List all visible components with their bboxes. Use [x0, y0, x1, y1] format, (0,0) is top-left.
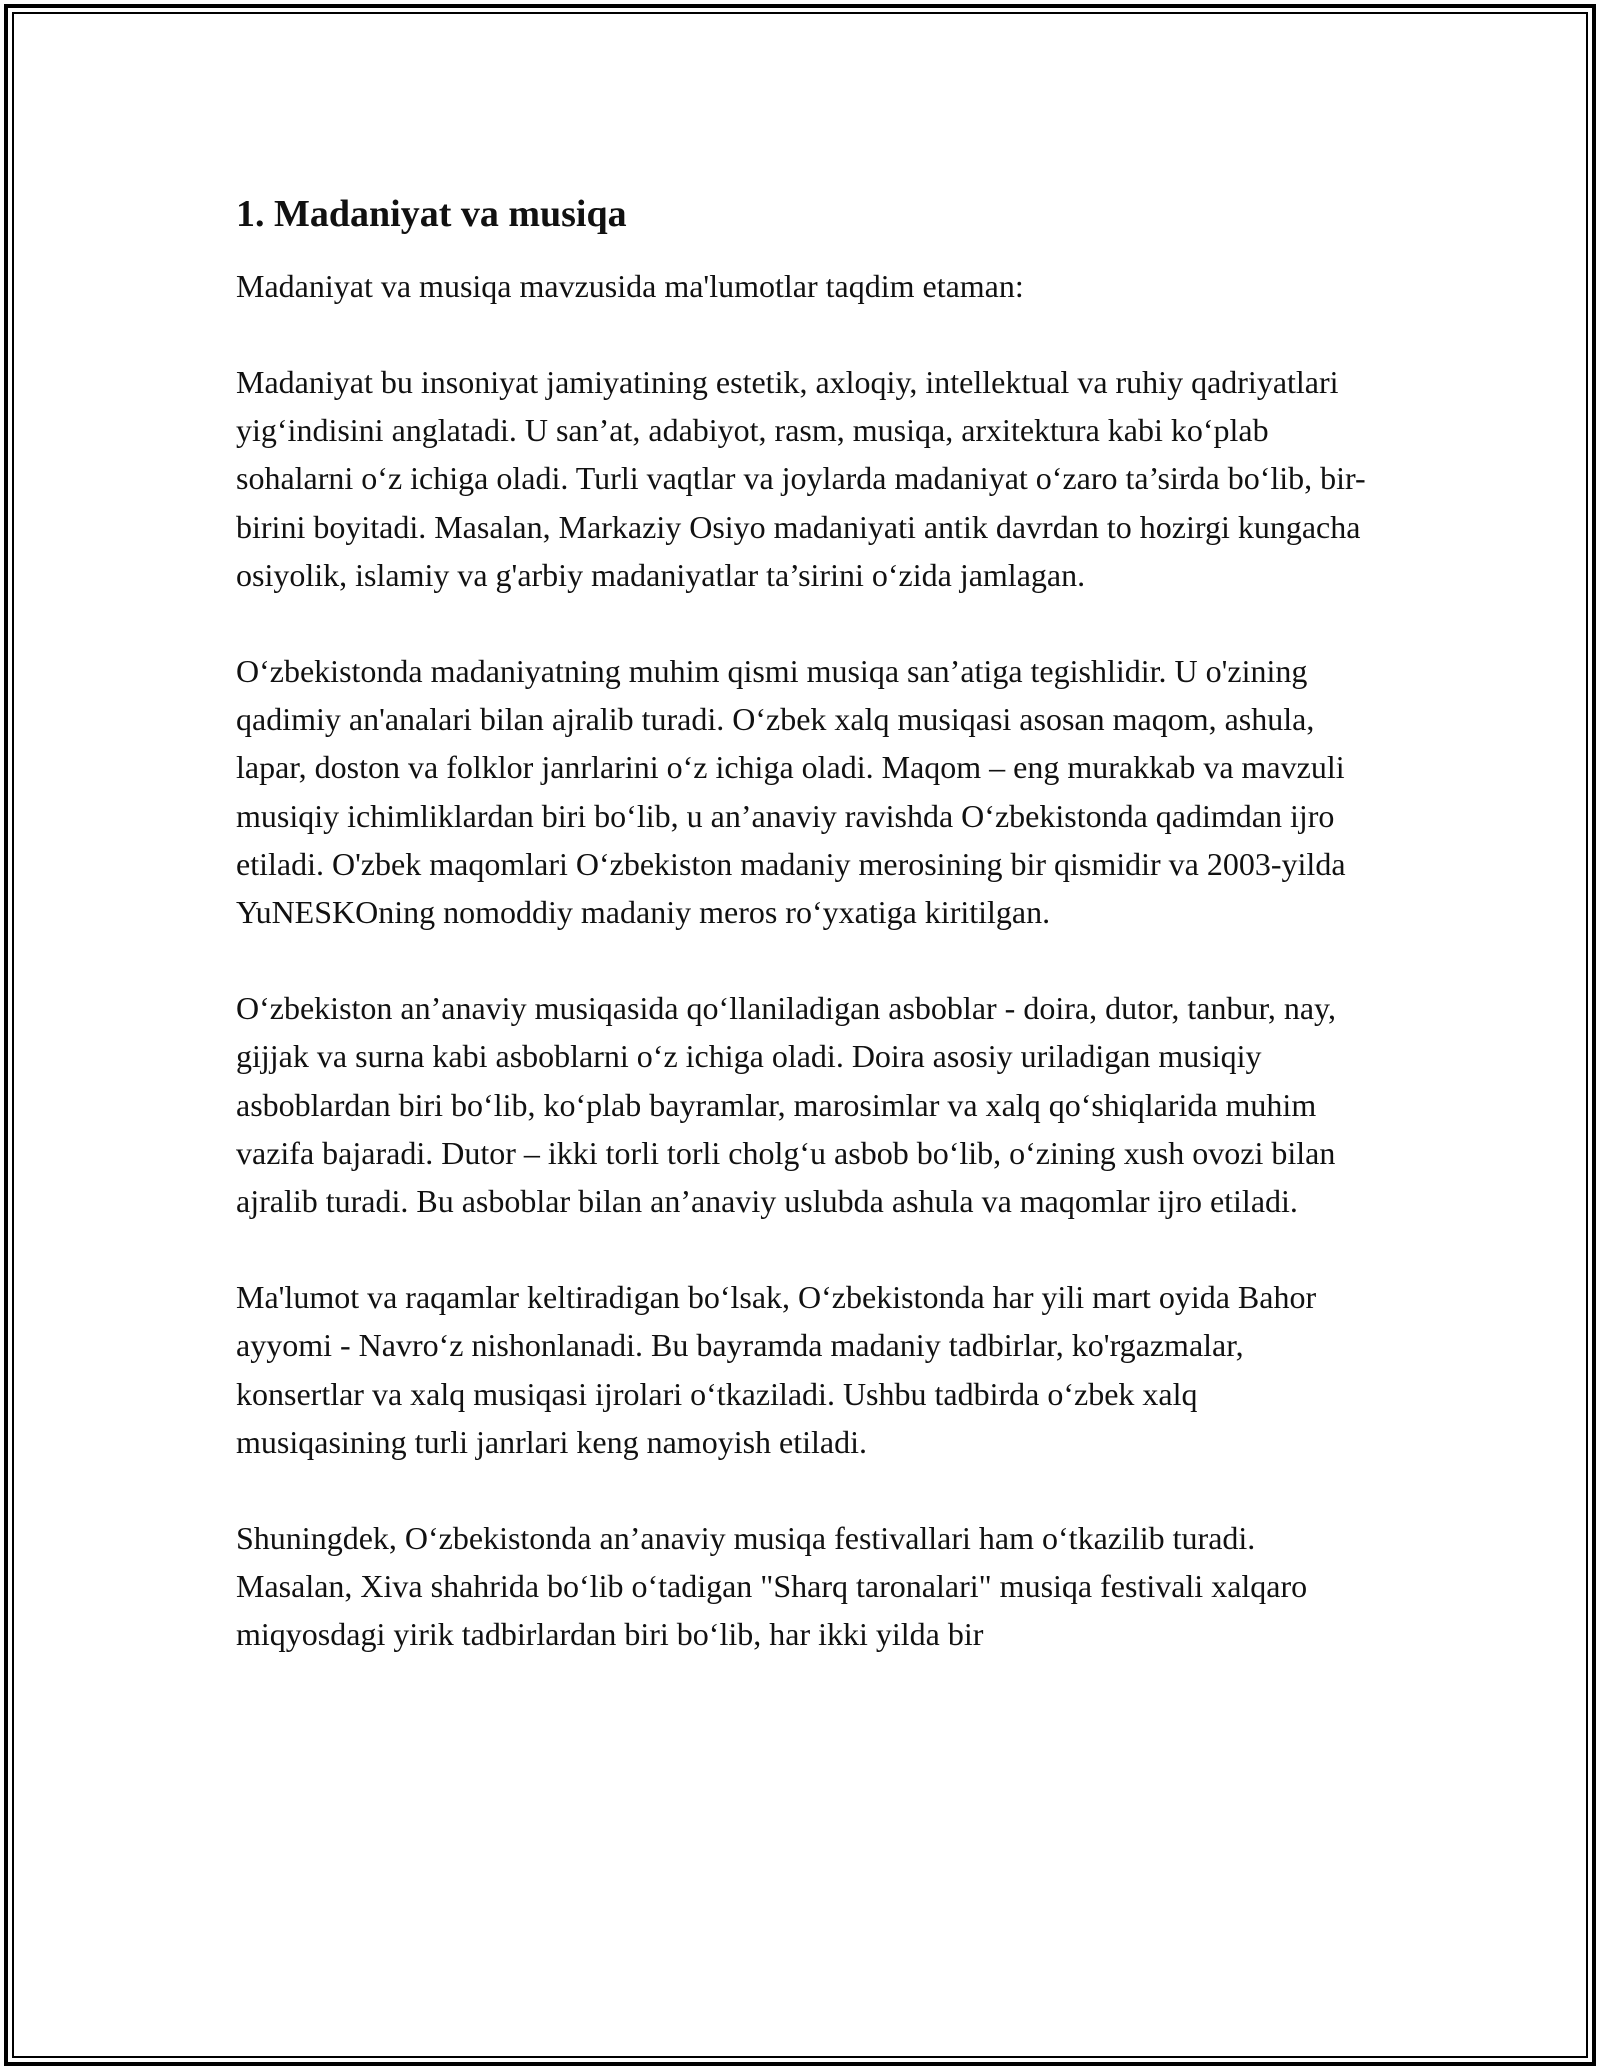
paragraph-festivals: Shuningdek, O‘zbekistonda an’anaviy musiqa festivallari ham o‘tkazilib turadi. Masalan, Xiva shahrida bo‘lib o‘tadigan "Sharq taronalari" musiqa festivali xalqaro miqyosdagi yirik tadbirlardan biri bo‘lib, har ikki yilda bir [236, 1520, 1308, 1653]
paragraph-instruments: O‘zbekiston an’anaviy musiqasida qo‘llaniladigan asboblar - doira, dutor, tanbur, nay, gijjak va surna kabi asboblarni o‘z ichiga oladi. Doira asosiy uriladigan musiqiy asboblardan biri bo‘lib, ko‘plab bayramlar, marosimlar va xalq qo‘shiqlarida muhim vazifa bajaradi. Dutor – ikki torli torli cholg‘u asbob bo‘lib, o‘zining xush ovozi bilan ajralib turadi. Bu asboblar bilan an’anaviy uslubda ashula va maqomlar ijro etiladi. [236, 990, 1336, 1220]
section-heading: 1. Madaniyat va musiqa [236, 193, 627, 235]
document-body [236, 188, 1376, 1707]
paragraph-culture: Madaniyat bu insoniyat jamiyatining estetik, axloqiy, intellektual va ruhiy qadriyatlari yig‘indisini anglatadi. U san’at, adabiyot, rasm, musiqa, arxitektura kabi ko‘plab sohalarni o‘z ichiga oladi. Turli vaqtlar va joylarda madaniyat o‘zaro ta’sirda bo‘lib, bir-birini boyitadi. Masalan, Markaziy Osiyo madaniyati antik davrdan to hozirgi kungacha osiyolik, islamiy va g'arbiy madaniyatlar ta’sirini o‘zida jamlagan. [236, 364, 1366, 593]
intro-line: Madaniyat va musiqa mavzusida ma'lumotlar taqdim etaman: [236, 268, 1024, 304]
paragraph-music: O‘zbekistonda madaniyatning muhim qismi musiqa san’atiga tegishlidir. U o'zining qadimiy an'analari bilan ajralib turadi. O‘zbek xalq musiqasi asosan maqom, ashula, lapar, doston va folklor janrlarini o‘z ichiga oladi. Maqom – eng murakkab va mavzuli musiqiy ichimliklardan biri bo‘lib, u an’anaviy ravishda O‘zbekistonda qadimdan ijro etiladi. O'zbek maqomlari O‘zbekiston madaniy merosining bir qismidir va 2003-yilda YuNESKOning nomoddiy madaniy meros ro‘yxatiga kiritilgan. [236, 653, 1346, 931]
paragraph-navruz: Ma'lumot va raqamlar keltiradigan bo‘lsak, O‘zbekistonda har yili mart oyida Bahor ayyomi - Navro‘z nishonlanadi. Bu bayramda madaniy tadbirlar, ko'rgazmalar, konsertlar va xalq musiqasi ijrolari o‘tkaziladi. Ushbu tadbirda o‘zbek xalq musiqasining turli janrlari keng namoyish etiladi. [236, 1279, 1317, 1460]
